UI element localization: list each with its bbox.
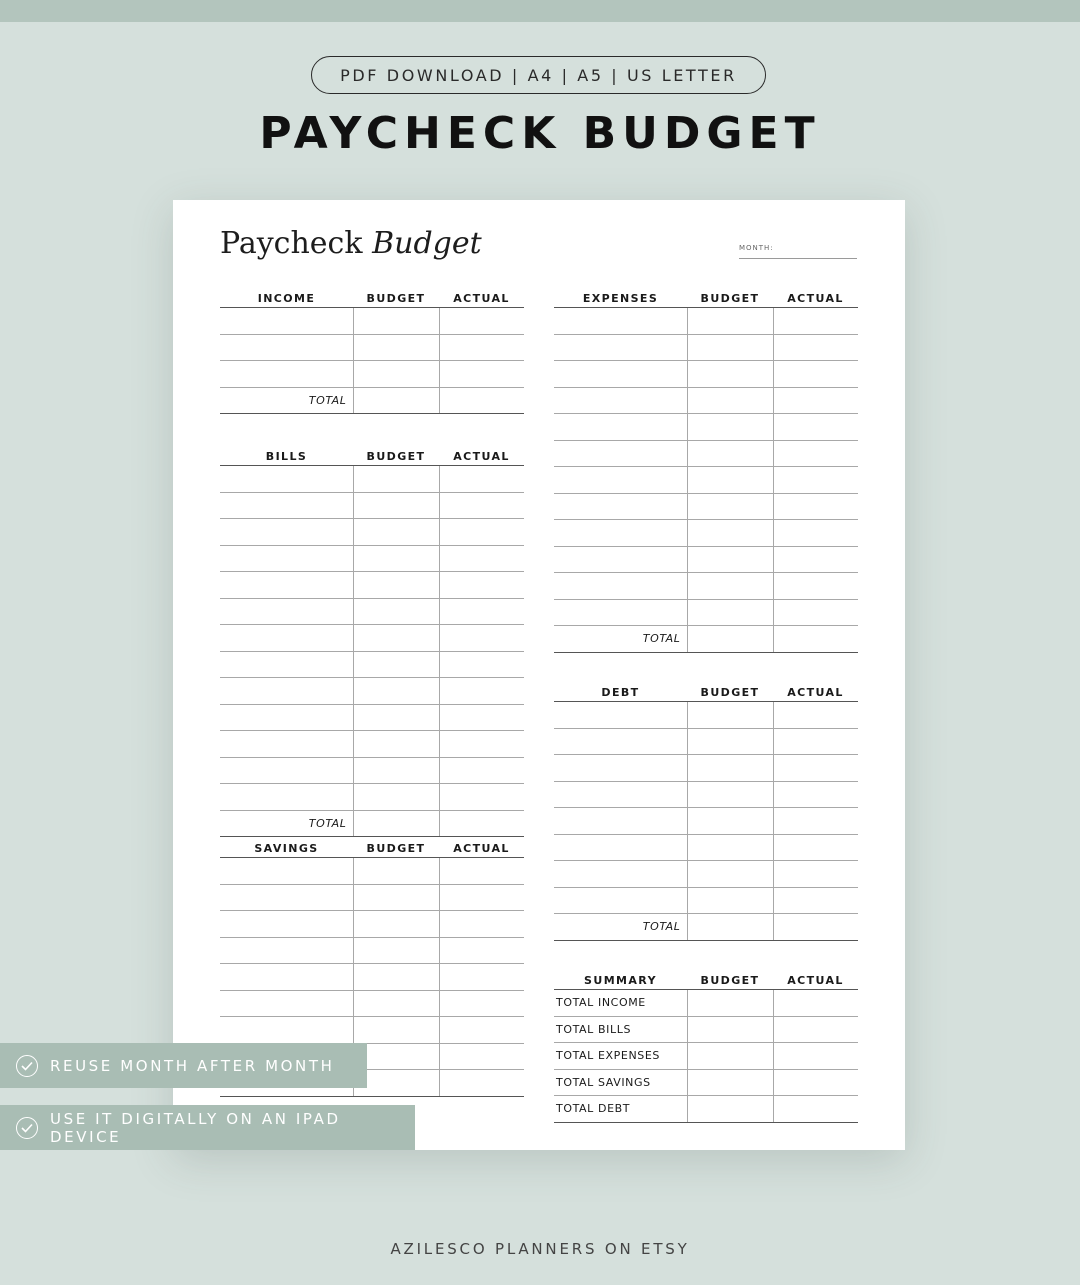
table-cell[interactable] [554,414,687,441]
table-row [220,651,524,678]
table-row [554,308,858,335]
table-cell[interactable] [773,626,858,653]
table-cell[interactable] [687,573,773,600]
income-header-category: INCOME [220,285,353,308]
table-row [220,519,524,546]
table-cell[interactable] [773,387,858,414]
table-row [554,414,858,441]
income-total-label: TOTAL [220,387,353,414]
table-row [554,361,858,388]
summary-label: TOTAL EXPENSES [554,1043,687,1070]
table-cell[interactable] [687,990,773,1017]
summary-table [554,967,858,1123]
table-cell[interactable] [439,858,524,885]
table-cell[interactable] [220,519,353,546]
table-row [554,861,858,888]
table-row [220,964,524,991]
bills-table [220,443,524,837]
top-band [0,0,1080,22]
table-cell[interactable] [439,704,524,731]
table-cell[interactable] [687,861,773,888]
table-cell[interactable] [353,858,439,885]
table-cell[interactable] [773,887,858,914]
table-cell[interactable] [353,519,439,546]
table-row [554,887,858,914]
table-row [554,440,858,467]
table-row [554,546,858,573]
table-row [220,598,524,625]
table-cell[interactable] [554,728,687,755]
table-cell[interactable] [773,702,858,729]
table-cell[interactable] [353,308,439,335]
table-cell[interactable] [554,834,687,861]
table-cell[interactable] [353,387,439,414]
savings-header-actual: ACTUAL [439,835,524,858]
table-cell[interactable] [353,651,439,678]
table-cell[interactable] [773,414,858,441]
table-cell[interactable] [220,884,353,911]
table-cell[interactable] [220,784,353,811]
expenses-header-row [554,285,858,308]
table-cell[interactable] [353,572,439,599]
table-cell[interactable] [220,911,353,938]
bills-total-row [220,810,524,837]
table-cell[interactable] [353,990,439,1017]
table-cell[interactable] [220,466,353,493]
table-cell[interactable] [554,493,687,520]
table-row [554,728,858,755]
income-header-actual: ACTUAL [439,285,524,308]
table-cell[interactable] [773,493,858,520]
table-cell[interactable] [439,492,524,519]
table-cell[interactable] [439,964,524,991]
table-cell[interactable] [687,728,773,755]
sheet-title [220,226,482,261]
table-row [554,808,858,835]
expenses-total-label: TOTAL [554,626,687,653]
table-cell[interactable] [353,731,439,758]
table-cell[interactable] [353,492,439,519]
table-cell[interactable] [687,520,773,547]
summary-label: TOTAL DEBT [554,1096,687,1123]
table-cell[interactable] [773,755,858,782]
table-cell[interactable] [554,599,687,626]
table-row [554,493,858,520]
table-cell[interactable] [687,1069,773,1096]
summary-row-expenses [554,1043,858,1070]
table-row [220,572,524,599]
table-cell[interactable] [439,731,524,758]
expenses-header-category: EXPENSES [554,285,687,308]
table-cell[interactable] [353,784,439,811]
summary-label: TOTAL INCOME [554,990,687,1017]
table-cell[interactable] [220,625,353,652]
table-cell[interactable] [353,334,439,361]
table-cell[interactable] [687,361,773,388]
table-cell[interactable] [220,704,353,731]
table-cell[interactable] [353,757,439,784]
table-row [220,757,524,784]
table-cell[interactable] [353,361,439,388]
income-header-budget: BUDGET [353,285,439,308]
savings-header-category: SAVINGS [220,835,353,858]
debt-header-actual: ACTUAL [773,679,858,702]
table-cell[interactable] [773,834,858,861]
month-field[interactable]: MONTH: [739,244,857,259]
page-title: PAYCHECK BUDGET [259,108,821,159]
reuse-banner-text: REUSE MONTH AFTER MONTH [50,1056,335,1075]
table-cell[interactable] [687,546,773,573]
table-row [220,784,524,811]
table-cell[interactable] [353,964,439,991]
table-cell[interactable] [439,545,524,572]
table-cell[interactable] [773,861,858,888]
table-cell[interactable] [554,387,687,414]
table-cell[interactable] [554,361,687,388]
table-cell[interactable] [439,911,524,938]
savings-header-row [220,835,524,858]
table-row [220,731,524,758]
table-cell[interactable] [554,467,687,494]
table-cell[interactable] [353,911,439,938]
table-row [554,573,858,600]
table-cell[interactable] [220,598,353,625]
table-cell[interactable] [220,361,353,388]
table-row [220,466,524,493]
table-cell[interactable] [439,308,524,335]
income-header-row [220,285,524,308]
budget-sheet [173,200,905,1150]
table-row [220,334,524,361]
table-cell[interactable] [439,990,524,1017]
table-cell[interactable] [687,440,773,467]
table-cell[interactable] [773,308,858,335]
table-cell[interactable] [687,887,773,914]
table-row [220,911,524,938]
table-row [220,884,524,911]
table-cell[interactable] [220,334,353,361]
table-cell[interactable] [353,937,439,964]
debt-total-row [554,914,858,941]
summary-header-budget: BUDGET [687,967,773,990]
table-cell[interactable] [439,361,524,388]
table-cell[interactable] [439,334,524,361]
table-cell[interactable] [220,678,353,705]
table-cell[interactable] [687,414,773,441]
table-row [220,308,524,335]
table-cell[interactable] [687,467,773,494]
debt-total-label: TOTAL [554,914,687,941]
table-row [554,834,858,861]
table-cell[interactable] [773,467,858,494]
table-cell[interactable] [687,308,773,335]
table-row [220,361,524,388]
table-cell[interactable] [353,1017,439,1044]
table-cell[interactable] [687,493,773,520]
table-cell[interactable] [220,572,353,599]
reuse-banner [0,1043,367,1088]
summary-label: TOTAL SAVINGS [554,1069,687,1096]
table-cell[interactable] [773,914,858,941]
table-row [220,1017,524,1044]
table-cell[interactable] [773,781,858,808]
table-cell[interactable] [687,781,773,808]
table-cell[interactable] [687,808,773,835]
table-cell[interactable] [773,1069,858,1096]
table-cell[interactable] [554,440,687,467]
table-cell[interactable] [353,466,439,493]
table-cell[interactable] [687,1096,773,1123]
debt-header-row [554,679,858,702]
table-cell[interactable] [773,728,858,755]
table-cell[interactable] [353,625,439,652]
summary-label: TOTAL BILLS [554,1016,687,1043]
debt-header-budget: BUDGET [687,679,773,702]
table-row [220,492,524,519]
table-row [554,387,858,414]
table-cell[interactable] [353,598,439,625]
table-row [220,990,524,1017]
table-cell[interactable] [554,308,687,335]
table-row [220,625,524,652]
table-cell[interactable] [773,520,858,547]
expenses-total-row [554,626,858,653]
bills-header-row [220,443,524,466]
table-cell[interactable] [439,598,524,625]
table-cell[interactable] [353,545,439,572]
digital-banner [0,1105,415,1150]
table-cell[interactable] [439,519,524,546]
income-total-row [220,387,524,414]
table-cell[interactable] [220,545,353,572]
income-table [220,285,524,414]
debt-header-category: DEBT [554,679,687,702]
table-cell[interactable] [554,520,687,547]
table-cell[interactable] [439,387,524,414]
format-badge: PDF DOWNLOAD | A4 | A5 | US LETTER [311,56,766,94]
table-row [220,937,524,964]
table-cell[interactable] [773,1016,858,1043]
table-row [220,678,524,705]
table-row [220,858,524,885]
sheet-title-regular: Paycheck [220,226,363,261]
summary-header-actual: ACTUAL [773,967,858,990]
table-cell[interactable] [353,704,439,731]
table-cell[interactable] [439,784,524,811]
table-row [554,334,858,361]
table-cell[interactable] [687,599,773,626]
table-cell[interactable] [554,573,687,600]
digital-banner-text: USE IT DIGITALLY ON AN IPAD DEVICE [50,1109,341,1146]
table-cell[interactable] [687,755,773,782]
table-cell[interactable] [554,861,687,888]
table-cell[interactable] [220,964,353,991]
table-cell[interactable] [220,1017,353,1044]
table-cell[interactable] [687,702,773,729]
table-cell[interactable] [773,361,858,388]
table-cell[interactable] [773,599,858,626]
table-cell[interactable] [687,1016,773,1043]
debt-table [554,679,858,941]
table-cell[interactable] [554,334,687,361]
table-cell[interactable] [773,440,858,467]
table-cell[interactable] [554,781,687,808]
summary-row-debt [554,1096,858,1123]
table-row [554,702,858,729]
shop-footer: AZILESCO PLANNERS ON ETSY [390,1240,690,1258]
expenses-header-actual: ACTUAL [773,285,858,308]
summary-header-category: SUMMARY [554,967,687,990]
check-circle-icon [16,1117,38,1139]
table-cell[interactable] [687,626,773,653]
table-cell[interactable] [439,678,524,705]
summary-row-income [554,990,858,1017]
table-cell[interactable] [439,625,524,652]
bills-header-budget: BUDGET [353,443,439,466]
table-cell[interactable] [687,334,773,361]
table-cell[interactable] [687,914,773,941]
table-cell[interactable] [687,834,773,861]
table-cell[interactable] [439,572,524,599]
table-row [554,520,858,547]
table-cell[interactable] [439,884,524,911]
table-cell[interactable] [773,990,858,1017]
bills-total-label: TOTAL [220,810,353,837]
summary-row-bills [554,1016,858,1043]
table-cell[interactable] [220,757,353,784]
table-cell[interactable] [687,387,773,414]
table-cell[interactable] [554,702,687,729]
expenses-table [554,285,858,653]
table-cell[interactable] [220,492,353,519]
check-circle-icon [16,1055,38,1077]
table-cell[interactable] [353,884,439,911]
table-cell[interactable] [439,651,524,678]
summary-row-savings [554,1069,858,1096]
table-cell[interactable] [220,731,353,758]
table-cell[interactable] [439,1070,524,1097]
bills-header-actual: ACTUAL [439,443,524,466]
table-row [554,599,858,626]
table-cell[interactable] [439,810,524,837]
table-cell[interactable] [554,887,687,914]
table-cell[interactable] [687,1043,773,1070]
table-cell[interactable] [439,757,524,784]
summary-header-row [554,967,858,990]
table-cell[interactable] [773,1043,858,1070]
table-row [554,755,858,782]
table-cell[interactable] [554,546,687,573]
table-row [220,545,524,572]
table-cell[interactable] [220,651,353,678]
sheet-title-italic: Budget [372,226,482,261]
expenses-header-budget: BUDGET [687,285,773,308]
table-cell[interactable] [773,573,858,600]
table-cell[interactable] [554,755,687,782]
savings-header-budget: BUDGET [353,835,439,858]
table-cell[interactable] [439,1043,524,1070]
table-cell[interactable] [439,466,524,493]
table-cell[interactable] [353,678,439,705]
table-row [554,781,858,808]
table-cell[interactable] [353,810,439,837]
bills-header-category: BILLS [220,443,353,466]
table-row [220,704,524,731]
table-cell[interactable] [220,990,353,1017]
table-cell[interactable] [773,546,858,573]
table-row [554,467,858,494]
table-cell[interactable] [220,937,353,964]
table-cell[interactable] [439,937,524,964]
table-cell[interactable] [439,1017,524,1044]
table-cell[interactable] [773,808,858,835]
table-cell[interactable] [773,1096,858,1123]
table-cell[interactable] [220,308,353,335]
table-cell[interactable] [773,334,858,361]
table-cell[interactable] [554,808,687,835]
table-cell[interactable] [220,858,353,885]
